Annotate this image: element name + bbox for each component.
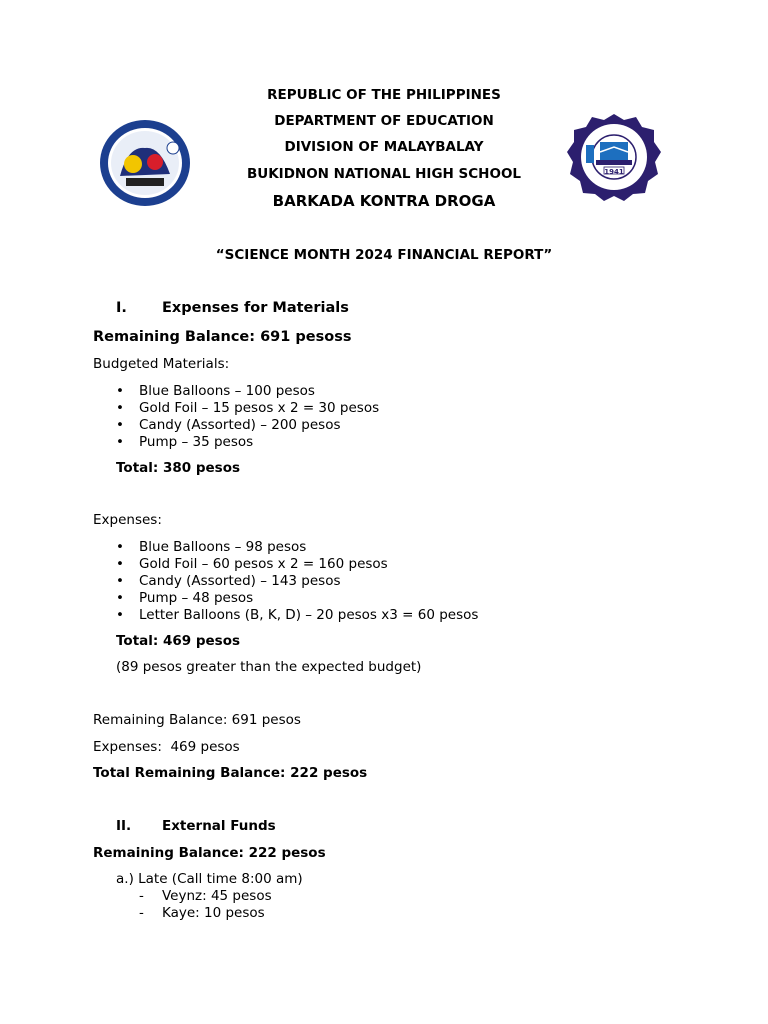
bullet-icon: • <box>116 573 124 589</box>
list-item: - Kaye: 10 pesos <box>139 905 265 921</box>
over-budget-note: (89 pesos greater than the expected budget) <box>116 659 422 675</box>
header-division: DIVISION OF MALAYBALAY <box>284 139 484 155</box>
section2-numeral: II. <box>116 818 132 834</box>
expenses-total: Total: 469 pesos <box>116 633 241 649</box>
budgeted-total: Total: 380 pesos <box>116 460 241 476</box>
list-item: • Blue Balloons – 98 pesos <box>116 539 307 555</box>
summary-remaining-balance: Remaining Balance: 691 pesos <box>93 712 301 728</box>
late-subheading: a.) Late (Call time 8:00 am) <box>116 871 303 887</box>
dash-icon: - <box>139 888 144 904</box>
budgeted-materials-label: Budgeted Materials: <box>93 356 230 372</box>
bullet-icon: • <box>116 556 124 572</box>
list-item: • Gold Foil – 60 pesos x 2 = 160 pesos <box>116 556 388 572</box>
bullet-icon: • <box>116 539 124 555</box>
list-item: • Pump – 48 pesos <box>116 590 254 606</box>
list-item: • Letter Balloons (B, K, D) – 20 pesos x3 = 60 pesos <box>116 607 479 623</box>
header-school: BUKIDNON NATIONAL HIGH SCHOOL <box>246 166 522 182</box>
list-item: • Pump – 35 pesos <box>116 434 254 450</box>
budgeted-materials-list <box>114 383 379 451</box>
list-item: - Veynz: 45 pesos <box>139 888 272 904</box>
list-item: • Blue Balloons – 100 pesos <box>116 383 315 399</box>
section1-heading: Expenses for Materials <box>162 300 349 316</box>
report-title: “SCIENCE MONTH 2024 FINANCIAL REPORT” <box>215 247 553 263</box>
bullet-icon: • <box>116 434 124 450</box>
expenses-list <box>114 539 478 624</box>
late-list <box>139 888 272 922</box>
summary-expenses: Expenses: 469 pesos <box>93 739 240 755</box>
section2-remaining-balance: Remaining Balance: 222 pesos <box>93 845 326 861</box>
bullet-icon: • <box>116 417 124 433</box>
section1-numeral: I. <box>116 300 127 316</box>
expenses-label: Expenses: <box>93 512 162 528</box>
section1-remaining-balance: Remaining Balance: 691 pesoss <box>93 329 352 345</box>
list-item: • Candy (Assorted) – 200 pesos <box>116 417 341 433</box>
header-department: DEPARTMENT OF EDUCATION <box>274 113 494 129</box>
section2-heading: External Funds <box>162 818 276 834</box>
list-item: • Gold Foil – 15 pesos x 2 = 30 pesos <box>116 400 380 416</box>
bullet-icon: • <box>116 607 124 623</box>
dash-icon: - <box>139 905 144 921</box>
list-item: • Candy (Assorted) – 143 pesos <box>116 573 341 589</box>
bullet-icon: • <box>116 400 124 416</box>
bullet-icon: • <box>116 590 124 606</box>
bullet-icon: • <box>116 383 124 399</box>
total-remaining-balance: Total Remaining Balance: 222 pesos <box>93 765 368 781</box>
header-republic: REPUBLIC OF THE PHILIPPINES <box>267 87 501 103</box>
header-organization: BARKADA KONTRA DROGA <box>272 192 496 210</box>
bnhs-seal-year: 1941 <box>604 168 624 176</box>
